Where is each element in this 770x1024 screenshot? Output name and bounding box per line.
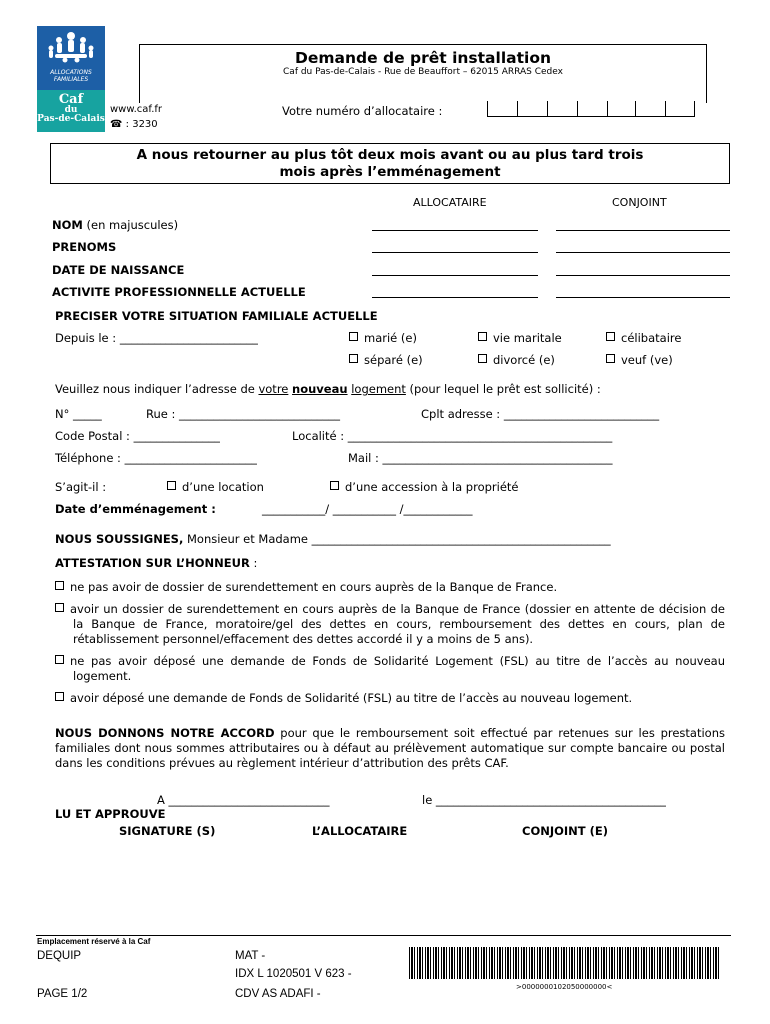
logo-caf-name: Caf du Pas-de-Calais — [37, 90, 105, 132]
soussignes-line[interactable]: NOUS SOUSSIGNES, Monsieur et Madame ____________________________________________________ — [55, 532, 611, 546]
checkbox-icon — [330, 481, 339, 490]
website: www.caf.fr — [110, 104, 163, 115]
depuis-field[interactable]: Depuis le : ________________________ — [55, 331, 258, 345]
checkbox-icon — [478, 354, 487, 363]
allocataire-signature-label: L’ALLOCATAIRE — [312, 824, 408, 838]
attestation-item-4[interactable]: avoir déposé une demande de Fonds de Solidarité (FSL) au titre de l’accès au nouveau logement. — [55, 691, 725, 706]
numero-field[interactable]: N° _____ — [55, 407, 102, 421]
attestation-item-2[interactable]: avoir un dossier de surendettement en cours auprès de la Banque de France (dossier en attente de décision de la Banque de France, moratoire/gel des dettes en cours, remboursement des dettes en cours, plan de rétablissement personnel/effacement des dettes accordé il y a moins de 5 ans). — [55, 602, 725, 647]
checkbox-icon — [55, 692, 64, 701]
checkbox-icon — [167, 481, 176, 490]
return-notice: A nous retourner au plus tôt deux mois avant ou au plus tard trois mois après l’emménagement — [50, 143, 730, 184]
title-box — [139, 44, 707, 103]
dequip-label: DEQUIP — [37, 950, 82, 962]
cdv-label: CDV AS ADAFI - — [235, 988, 321, 1000]
date-field[interactable]: le ________________________________________ — [422, 793, 666, 807]
naissance-label: DATE DE NAISSANCE — [52, 263, 185, 277]
checkbox-icon — [478, 332, 487, 341]
nom-conjoint-field[interactable] — [556, 230, 730, 231]
idx-label: IDX L 1020501 V 623 - — [235, 968, 352, 980]
rue-field[interactable]: Rue : ____________________________ — [146, 407, 341, 421]
attestation-item-3[interactable]: ne pas avoir déposé une demande de Fonds de Solidarité Logement (FSL) au titre de l’accès au nouveau logement. — [55, 654, 725, 684]
family-figures-icon — [37, 26, 105, 70]
footer-divider — [36, 935, 731, 936]
localite-field[interactable]: Localité : ______________________________________________ — [292, 429, 613, 443]
allocataire-number-field[interactable] — [487, 101, 695, 117]
lu-approuve: LU ET APPROUVE — [55, 807, 166, 821]
option-veuf[interactable]: veuf (ve) — [606, 353, 673, 367]
checkbox-icon — [55, 581, 64, 590]
option-marie[interactable]: marié (e) — [349, 331, 417, 345]
address-intro: Veuillez nous indiquer l’adresse de votre nouveau logement (pour lequel le prêt est sollicité) : — [55, 382, 601, 396]
option-vie-maritale[interactable]: vie maritale — [478, 331, 562, 345]
signature-label: SIGNATURE (S) — [119, 824, 216, 838]
reserved-label: Emplacement réservé à la Caf — [37, 937, 151, 946]
nom-allocataire-field[interactable] — [372, 230, 538, 231]
activite-allocataire-field[interactable] — [372, 297, 538, 298]
prenoms-conjoint-field[interactable] — [556, 252, 730, 253]
conjoint-signature-label: CONJOINT (E) — [522, 824, 609, 838]
barcode-text: >0000000102050000000< — [516, 983, 613, 991]
activite-label: ACTIVITE PROFESSIONNELLE ACTUELLE — [52, 285, 306, 299]
attestation-item-1[interactable]: ne pas avoir de dossier de surendettement en cours auprès de la Banque de France. — [55, 580, 725, 595]
checkbox-icon — [606, 332, 615, 341]
barcode — [409, 947, 719, 979]
telephone-field[interactable]: Téléphone : _______________________ — [55, 451, 257, 465]
option-divorce[interactable]: divorcé (e) — [478, 353, 555, 367]
cplt-field[interactable]: Cplt adresse : ___________________________ — [421, 407, 660, 421]
lieu-field[interactable]: A ____________________________ — [157, 793, 330, 807]
naissance-allocataire-field[interactable] — [372, 275, 538, 276]
col-allocataire: ALLOCATAIRE — [413, 196, 487, 209]
mat-label: MAT - — [235, 950, 266, 962]
allocataire-number-label: Votre numéro d’allocataire : — [282, 104, 443, 118]
checkbox-icon — [55, 655, 64, 664]
date-emmenagement-label: Date d’emménagement : — [55, 502, 216, 516]
accord-paragraph: NOUS DONNONS NOTRE ACCORD pour que le remboursement soit effectué par retenues sur les prestations familiales dont nous sommes attributaires ou à défaut au prélèvement automatique sur compte bancaire ou postal dans les conditions prévues au règlement intérieur d’attribution des prêts CAF. — [55, 726, 725, 770]
page-title: Demande de prêt installation — [294, 49, 552, 67]
checkbox-icon — [606, 354, 615, 363]
code-postal-field[interactable]: Code Postal : _______________ — [55, 429, 220, 443]
attestation-title: ATTESTATION SUR L’HONNEUR : — [55, 556, 258, 570]
mail-field[interactable]: Mail : ________________________________________ — [348, 451, 613, 465]
checkbox-icon — [349, 332, 358, 341]
nom-label: NOM (en majuscules) — [52, 218, 179, 232]
option-separe[interactable]: séparé (e) — [349, 353, 423, 367]
prenoms-label: PRENOMS — [52, 240, 117, 254]
naissance-conjoint-field[interactable] — [556, 275, 730, 276]
sagit-label: S’agit-il : — [55, 480, 107, 494]
caf-address: Caf du Pas-de-Calais - Rue de Beauffort – 62015 ARRAS Cedex — [283, 67, 563, 77]
option-accession[interactable]: d’une accession à la propriété — [330, 480, 518, 494]
activite-conjoint-field[interactable] — [556, 297, 730, 298]
option-location[interactable]: d’une location — [167, 480, 264, 494]
phone-line: ☎ : 3230 — [110, 119, 158, 130]
date-emmenagement-field[interactable]: ___________/ ___________ /____________ — [262, 502, 473, 516]
col-conjoint: CONJOINT — [612, 196, 667, 209]
checkbox-icon — [349, 354, 358, 363]
situation-title: PRECISER VOTRE SITUATION FAMILIALE ACTUELLE — [55, 309, 378, 323]
prenoms-allocataire-field[interactable] — [372, 252, 538, 253]
phone-icon: ☎ — [110, 119, 123, 130]
checkbox-icon — [55, 603, 64, 612]
option-celibataire[interactable]: célibataire — [606, 331, 681, 345]
logo-org-name: ALLOCATIONS FAMILIALES — [50, 69, 92, 83]
page-number: PAGE 1/2 — [37, 988, 88, 1000]
caf-logo — [37, 26, 105, 132]
